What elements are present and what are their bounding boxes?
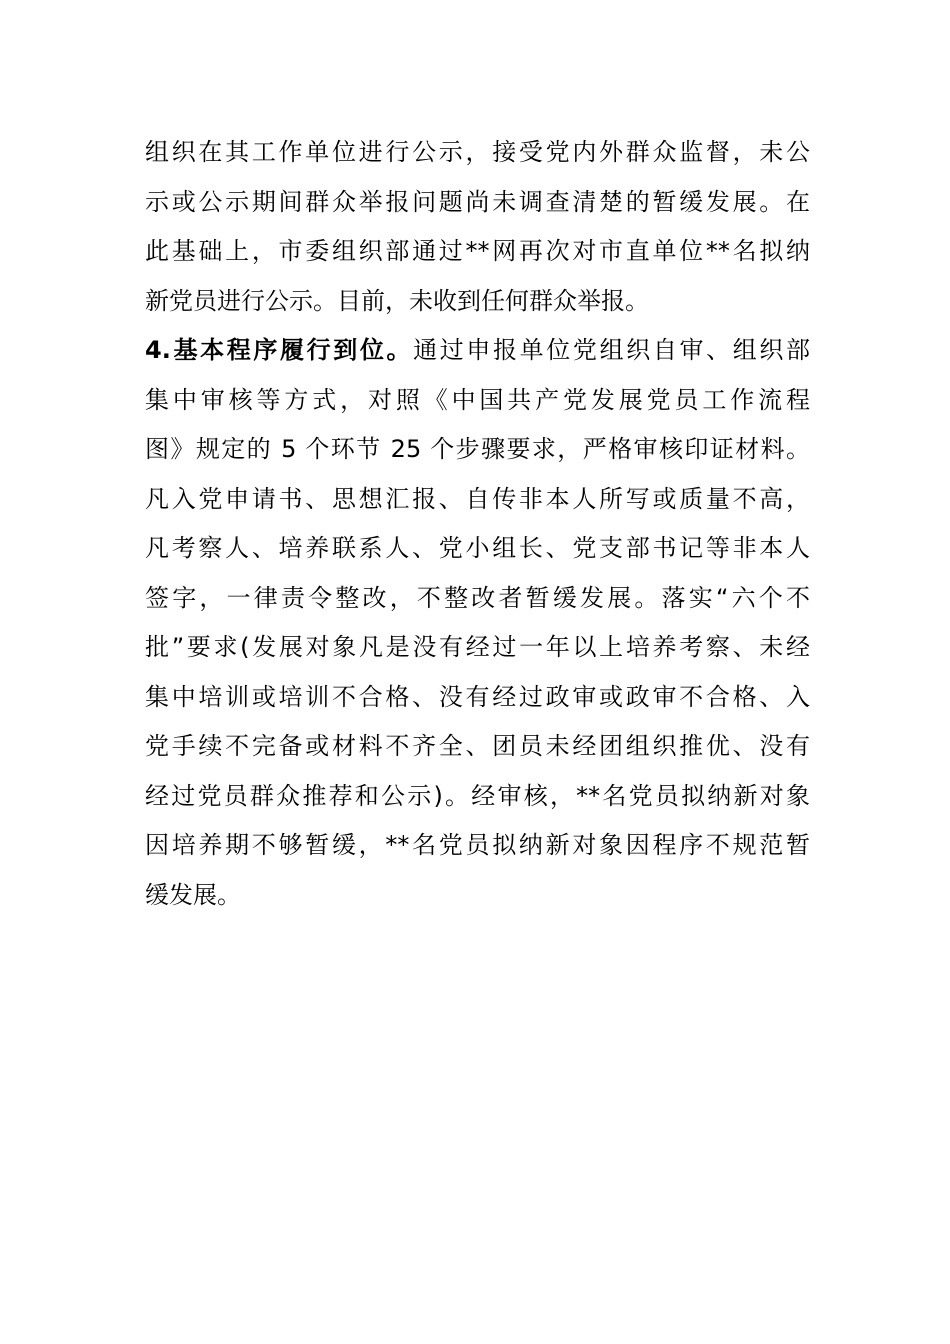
section-4-line: 缓发展。 <box>145 880 241 909</box>
section-4-line: 凡考察人、培养联系人、党小组长、党支部书记等非本人 <box>145 534 810 562</box>
section-4-line: 因培养期不够暂缓，**名党员拟纳新对象因程序不规范暂 <box>145 831 810 859</box>
paragraph-line: 新党员进行公示。目前，未收到任何群众举报。 <box>145 286 649 315</box>
section-4-first-line-text: 通过申报单位党组织自审、组织部 <box>413 336 810 364</box>
section-4-line: 凡入党申请书、思想汇报、自传非本人所写或质量不高， <box>145 484 810 513</box>
document-body <box>145 128 810 920</box>
section-4-line: 集中培训或培训不合格、没有经过政审或政审不合格、入 <box>145 682 810 711</box>
section-4-line: 签字，一律责令整改，不整改者暂缓发展。落实“六个不 <box>145 583 810 612</box>
paragraph-line: 示或公示期间群众举报问题尚未调查清楚的暂缓发展。在 <box>145 187 810 216</box>
section-4-line: 经过党员群众推荐和公示)。经审核，**名党员拟纳新对象 <box>145 781 810 810</box>
section-4-line: 集中审核等方式，对照《中国共产党发展党员工作流程 <box>145 385 810 414</box>
section-4-heading: 4.基本程序履行到位。 <box>145 336 414 364</box>
paragraph-line: 此基础上，市委组织部通过**网再次对市直单位**名拟纳 <box>145 237 810 265</box>
section-4-first-line <box>145 326 810 376</box>
section-4-line: 图》规定的 5 个环节 25 个步骤要求，严格审核印证材料。 <box>145 435 810 463</box>
section-4-line: 批”要求(发展对象凡是没有经过一年以上培养考察、未经 <box>145 633 810 661</box>
section-4-line: 党手续不完备或材料不齐全、团员未经团组织推优、没有 <box>145 732 810 760</box>
paragraph-line: 组织在其工作单位进行公示，接受党内外群众监督，未公 <box>145 138 810 166</box>
